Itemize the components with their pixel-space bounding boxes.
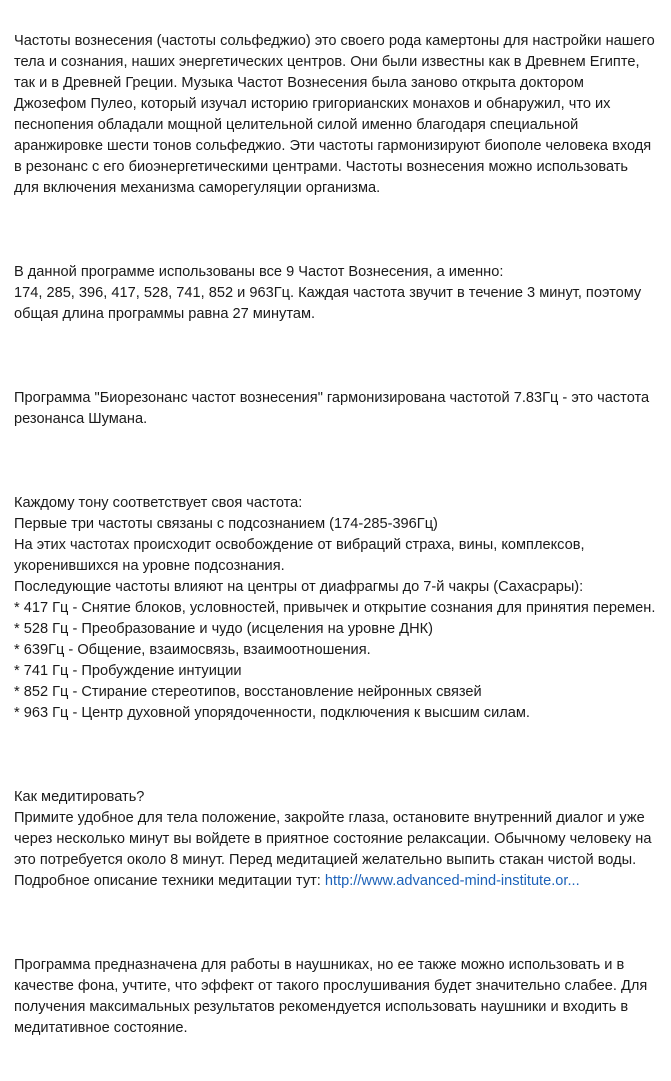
program-frequencies-line-2: 174, 285, 396, 417, 528, 741, 852 и 963Гц. Каждая частота звучит в течение 3 минут, поэтому общая длина программы равна 27 минутам. bbox=[14, 285, 642, 322]
tones-list-heading: Каждому тону соответствует своя частота: bbox=[14, 495, 303, 511]
intro-paragraph: Частоты вознесения (частоты сольфеджио) это своего рода камертоны для настройки нашего тела и сознания, наших энергетических центров. Они были известны как в Древнем Египте, так и в Древней Греции. Музыка Частот Вознесения была заново открыта доктором Джозефом Пулео, который изучал историю григорианских монахов и обнаружил, что их песнопения обладали мощной целительной силой именно благодаря специальной аранжировке шести тонов сольфеджио. Эти частоты гармонизируют биополе человека входя в резонанс с его биоэнергетическими центрами. Частоты вознесения можно использовать для включения механизма саморегуляции организма. bbox=[14, 33, 655, 196]
meditation-instructions: Примите удобное для тела положение, закройте глаза, остановите внутренний диалог и уже через несколько минут вы войдете в приятное состояние релаксации. Обычному человеку на это потребуется около 8 минут. Перед медитацией желательно выпить стакан чистой воды. Подробное описание техники медитации тут: bbox=[14, 810, 652, 889]
list-item: * 528 Гц - Преобразование и чудо (исцеления на уровне ДНК) bbox=[14, 621, 433, 637]
list-item: Последующие частоты влияют на центры от диафрагмы до 7-й чакры (Сахасрары): bbox=[14, 579, 584, 595]
tones-list-paragraph bbox=[14, 493, 657, 724]
schumann-paragraph: Программа "Биорезонанс частот вознесения" гармонизирована частотой 7.83Гц - это частота резонанса Шумана. bbox=[14, 390, 650, 427]
meditation-heading: Как медитировать? bbox=[14, 789, 145, 805]
list-item: * 963 Гц - Центр духовной упорядоченности, подключения к высшим силам. bbox=[14, 705, 530, 721]
list-item: * 741 Гц - Пробуждение интуиции bbox=[14, 663, 242, 679]
meditation-paragraph bbox=[14, 787, 657, 892]
list-item: * 639Гц - Общение, взаимосвязь, взаимоотношения. bbox=[14, 642, 371, 658]
list-item: * 417 Гц - Снятие блоков, условностей, привычек и открытие сознания для принятия перемен. bbox=[14, 600, 656, 616]
program-frequencies-paragraph bbox=[14, 262, 657, 325]
list-item: Первые три частоты связаны с подсознанием (174-285-396Гц) bbox=[14, 516, 438, 532]
program-frequencies-line-1: В данной программе использованы все 9 Частот Вознесения, а именно: bbox=[14, 264, 504, 280]
headphones-paragraph: Программа предназначена для работы в наушниках, но ее также можно использовать и в качестве фона, учтите, что эффект от такого прослушивания будет значительно слабее. Для получения максимальных результатов рекомендуется использовать наушники и входить в медитативное состояние. bbox=[14, 957, 648, 1036]
list-item: На этих частотах происходит освобождение от вибраций страха, вины, комплексов, укоренившихся на уровне подсознания. bbox=[14, 537, 585, 574]
meditation-technique-link[interactable]: http://www.advanced-mind-institute.or... bbox=[324, 873, 580, 889]
list-item: * 852 Гц - Стирание стереотипов, восстановление нейронных связей bbox=[14, 684, 482, 700]
